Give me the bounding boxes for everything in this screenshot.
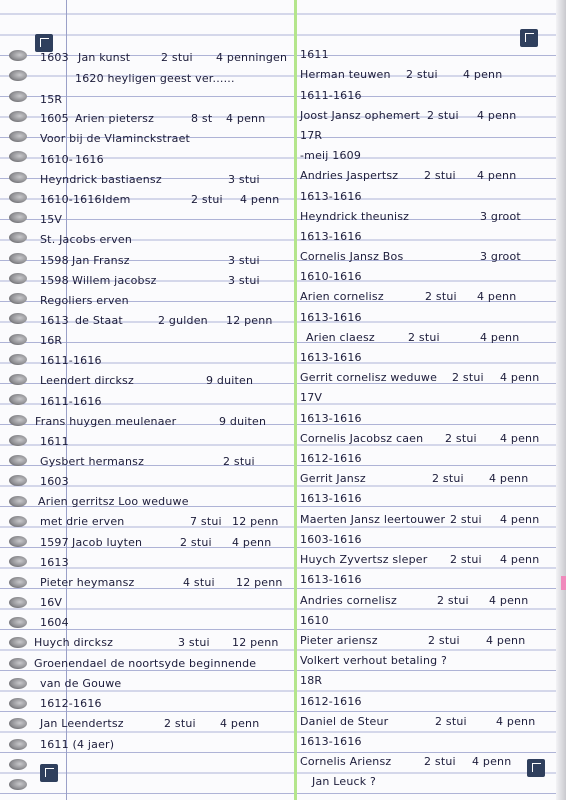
- ledger-text: Gerrit Jansz: [300, 472, 366, 485]
- binder-hole-icon: [9, 577, 27, 588]
- ledger-text: 16V: [40, 596, 63, 609]
- ledger-text: 2 stui: [452, 371, 484, 384]
- ledger-text: 1610: [300, 614, 329, 627]
- ledger-text: 2 stui: [437, 594, 469, 607]
- binder-hole-icon: [9, 91, 27, 102]
- ledger-text: 4 penn: [480, 331, 520, 344]
- ledger-text: 1612-1616: [40, 697, 102, 710]
- binder-hole-icon: [9, 496, 27, 507]
- ledger-text: Pieter ariensz: [300, 634, 378, 647]
- corner-mark-icon: [520, 29, 538, 47]
- ledger-text: Frans huygen meulenaer: [35, 415, 177, 428]
- binder-hole-icon: [9, 232, 27, 243]
- ledger-text: 2 stui: [450, 513, 482, 526]
- ledger-text: de Staat: [75, 314, 123, 327]
- ledger-text: 4 penn: [489, 594, 529, 607]
- ledger-text: 9 duiten: [206, 374, 254, 387]
- ledger-text: 2 stui: [425, 290, 457, 303]
- ledger-text: 17R: [300, 129, 323, 142]
- ledger-text: Cornelis Jansz Bos: [300, 250, 404, 263]
- ledger-text: 1610-1616: [40, 193, 102, 206]
- ledger-text: 2 stui: [428, 634, 460, 647]
- binder-hole-icon: [9, 212, 27, 223]
- ledger-text: 1604: [40, 616, 69, 629]
- binder-hole-icon: [9, 556, 27, 567]
- ledger-text: 1613: [40, 556, 69, 569]
- ledger-text: 1616: [75, 153, 104, 166]
- ledger-text: 1603-1616: [300, 533, 362, 546]
- ledger-text: Jan Leuck ?: [312, 775, 377, 788]
- ledger-text: 1611-1616: [300, 89, 362, 102]
- ledger-text: Daniel de Steur: [300, 715, 389, 728]
- ledger-text: Jacob luyten: [72, 536, 143, 549]
- binder-hole-icon: [9, 435, 27, 446]
- binder-hole-icon: [9, 637, 27, 648]
- ledger-text: Cornelis Ariensz: [300, 755, 392, 768]
- ledger-text: 2 stui: [427, 109, 459, 122]
- ledger-text: met drie erven: [40, 515, 125, 528]
- binder-hole-icon: [9, 354, 27, 365]
- ledger-text: 1605: [40, 112, 69, 125]
- ledger-text: 1611-1616: [40, 354, 102, 367]
- binder-hole-icon: [9, 415, 27, 426]
- ledger-text: 4 penn: [477, 109, 517, 122]
- ledger-text: Andries cornelisz: [300, 594, 397, 607]
- ledger-text: Arien gerritsz Loo weduwe: [38, 495, 189, 508]
- ledger-text: 1611: [40, 435, 69, 448]
- binder-hole-icon: [9, 50, 27, 61]
- ledger-text: 1610-: [40, 153, 73, 166]
- ledger-text: 4 penn: [496, 715, 536, 728]
- binder-hole-icon: [9, 131, 27, 142]
- ledger-text: 3 stui: [228, 274, 260, 287]
- ledger-text: Regoliers erven: [40, 294, 129, 307]
- ledger-text: 4 stui: [183, 576, 215, 589]
- ledger-text: 4 penn: [477, 169, 517, 182]
- ledger-text: 12 penn: [232, 515, 279, 528]
- ledger-text: 2 stui: [406, 68, 438, 81]
- binder-hole-icon: [9, 394, 27, 405]
- binder-hole-icon: [9, 779, 27, 790]
- binder-hole-icon: [9, 111, 27, 122]
- ledger-text: 4 penn: [472, 755, 512, 768]
- ledger-text: 2 stui: [161, 51, 193, 64]
- corner-mark-icon: [35, 34, 53, 52]
- ledger-text: 1620 heyligen geest ver......: [75, 72, 235, 85]
- ledger-text: Heyndrick theunisz: [300, 210, 410, 223]
- corner-mark-icon: [40, 764, 58, 782]
- ledger-text: 1613-1616: [300, 190, 362, 203]
- binder-hole-icon: [9, 718, 27, 729]
- ledger-text: 4 penn: [500, 513, 540, 526]
- ledger-text: 2 stui: [435, 715, 467, 728]
- ledger-text: 17V: [300, 391, 323, 404]
- ledger-text: 1613-1616: [300, 573, 362, 586]
- column-divider: [294, 0, 297, 800]
- binder-hole-icon: [9, 698, 27, 709]
- ledger-text: 3 stui: [228, 173, 260, 186]
- ledger-text: 4 penn: [500, 432, 540, 445]
- ledger-text: 15V: [40, 213, 63, 226]
- ledger-text: 12 penn: [232, 636, 279, 649]
- binder-hole-icon: [9, 759, 27, 770]
- binder-hole-icon: [9, 617, 27, 628]
- ledger-text: Gerrit cornelisz weduwe: [300, 371, 438, 384]
- ledger-text: 3 groot: [480, 250, 521, 263]
- binder-hole-icon: [9, 334, 27, 345]
- ledger-text: Leendert dircksz: [40, 374, 134, 387]
- ledger-text: Groenendael de noortsyde beginnende: [34, 657, 257, 670]
- binder-hole-icon: [9, 516, 27, 527]
- ledger-text: 15R: [40, 93, 63, 106]
- ledger-text: 4 penn: [220, 717, 260, 730]
- ledger-text: -meij 1609: [300, 149, 362, 162]
- ledger-text: 1613-1616: [300, 311, 362, 324]
- ledger-text: 1613-1616: [300, 492, 362, 505]
- ledger-text: Jan Leendertsz: [40, 717, 124, 730]
- ledger-text: 2 stui: [424, 169, 456, 182]
- ledger-text: 2 gulden: [158, 314, 208, 327]
- binder-hole-icon: [9, 313, 27, 324]
- ledger-text: Arien pietersz: [75, 112, 155, 125]
- binder-hole-icon: [9, 455, 27, 466]
- ledger-text: St. Jacobs erven: [40, 233, 133, 246]
- ledger-text: Willem jacobsz: [72, 274, 157, 287]
- ledger-text: Huych dircksz: [34, 636, 114, 649]
- binder-hole-icon: [9, 536, 27, 547]
- binder-hole-icon: [9, 475, 27, 486]
- ledger-text: 1613-1616: [300, 412, 362, 425]
- ledger-text: 3 groot: [480, 210, 521, 223]
- ledger-text: 2 stui: [445, 432, 477, 445]
- ledger-text: 7 stui: [190, 515, 222, 528]
- ledger-text: 1611-1616: [40, 395, 102, 408]
- ledger-text: 2 stui: [223, 455, 255, 468]
- ledger-text: 16R: [40, 334, 63, 347]
- ledger-text: 1611 (4 jaer): [40, 738, 115, 751]
- binder-hole-icon: [9, 597, 27, 608]
- ledger-text: 1598: [40, 274, 69, 287]
- ledger-text: 3 stui: [228, 254, 260, 267]
- ledger-text: Jan kunst: [78, 51, 131, 64]
- ledger-text: 2 stui: [180, 536, 212, 549]
- ledger-text: Pieter heymansz: [40, 576, 135, 589]
- binder-hole-icon: [9, 374, 27, 385]
- binder-hole-icon: [9, 739, 27, 750]
- ledger-text: 2 stui: [450, 553, 482, 566]
- binder-hole-icon: [9, 293, 27, 304]
- ledger-text: 1613-1616: [300, 230, 362, 243]
- binder-hole-icon: [9, 151, 27, 162]
- ledger-text: Herman teuwen: [300, 68, 391, 81]
- ledger-text: 8 st: [191, 112, 213, 125]
- binder-hole-icon: [9, 678, 27, 689]
- ledger-text: 1613: [40, 314, 69, 327]
- ledger-text: 3 stui: [178, 636, 210, 649]
- binder-hole-icon: [9, 658, 27, 669]
- binder-hole-icon: [9, 273, 27, 284]
- ledger-text: 4 penn: [232, 536, 272, 549]
- binder-hole-icon: [9, 253, 27, 264]
- page-tab-marker: [561, 576, 566, 590]
- ledger-text: 18R: [300, 674, 323, 687]
- ledger-text: Heyndrick bastiaensz: [40, 173, 162, 186]
- ledger-text: 1613-1616: [300, 351, 362, 364]
- ledger-text: Volkert verhout betaling ?: [300, 654, 448, 667]
- ledger-text: Maerten Jansz leertouwer: [300, 513, 446, 526]
- corner-mark-icon: [527, 759, 545, 777]
- binder-hole-icon: [9, 192, 27, 203]
- ledger-text: 4 penn: [500, 553, 540, 566]
- ledger-text: 1610-1616: [300, 270, 362, 283]
- ledger-text: 2 stui: [424, 755, 456, 768]
- ledger-text: Idem: [102, 193, 131, 206]
- ledger-text: 4 penn: [463, 68, 503, 81]
- ledger-text: 1603: [40, 51, 69, 64]
- ledger-text: 4 penn: [489, 472, 529, 485]
- ledger-text: 4 penningen: [216, 51, 288, 64]
- page-edge: [556, 0, 566, 800]
- ledger-text: 1612-1616: [300, 452, 362, 465]
- ledger-text: 2 stui: [432, 472, 464, 485]
- ledger-text: van de Gouwe: [40, 677, 122, 690]
- ledger-text: 12 penn: [226, 314, 273, 327]
- ledger-text: 12 penn: [236, 576, 283, 589]
- binder-hole-icon: [9, 172, 27, 183]
- ledger-text: 1611: [300, 48, 329, 61]
- ledger-text: 4 penn: [240, 193, 280, 206]
- ledger-text: 2 stui: [164, 717, 196, 730]
- ledger-text: Voor bij de Vlaminckstraet: [40, 132, 191, 145]
- ledger-text: Jan Fransz: [72, 254, 130, 267]
- ledger-text: 2 stui: [191, 193, 223, 206]
- ledger-text: 1598: [40, 254, 69, 267]
- ledger-text: 4 penn: [477, 290, 517, 303]
- ledger-text: Arien claesz: [306, 331, 375, 344]
- ledger-text: 4 penn: [500, 371, 540, 384]
- ledger-text: 4 penn: [226, 112, 266, 125]
- ledger-text: Gysbert hermansz: [40, 455, 145, 468]
- ledger-text: 2 stui: [408, 331, 440, 344]
- binder-hole-icon: [9, 70, 27, 81]
- ledger-text: Huych Zyvertsz sleper: [300, 553, 428, 566]
- ledger-text: 9 duiten: [219, 415, 267, 428]
- ledger-text: 1603: [40, 475, 69, 488]
- ledger-text: 1612-1616: [300, 695, 362, 708]
- ledger-text: Andries Jaspertsz: [300, 169, 399, 182]
- ledger-text: Cornelis Jacobsz caen: [300, 432, 424, 445]
- ledger-text: Joost Jansz ophemert: [300, 109, 420, 122]
- ledger-text: 1613-1616: [300, 735, 362, 748]
- ledger-text: Arien cornelisz: [300, 290, 384, 303]
- ledger-text: 1597: [40, 536, 69, 549]
- ledger-text: 4 penn: [486, 634, 526, 647]
